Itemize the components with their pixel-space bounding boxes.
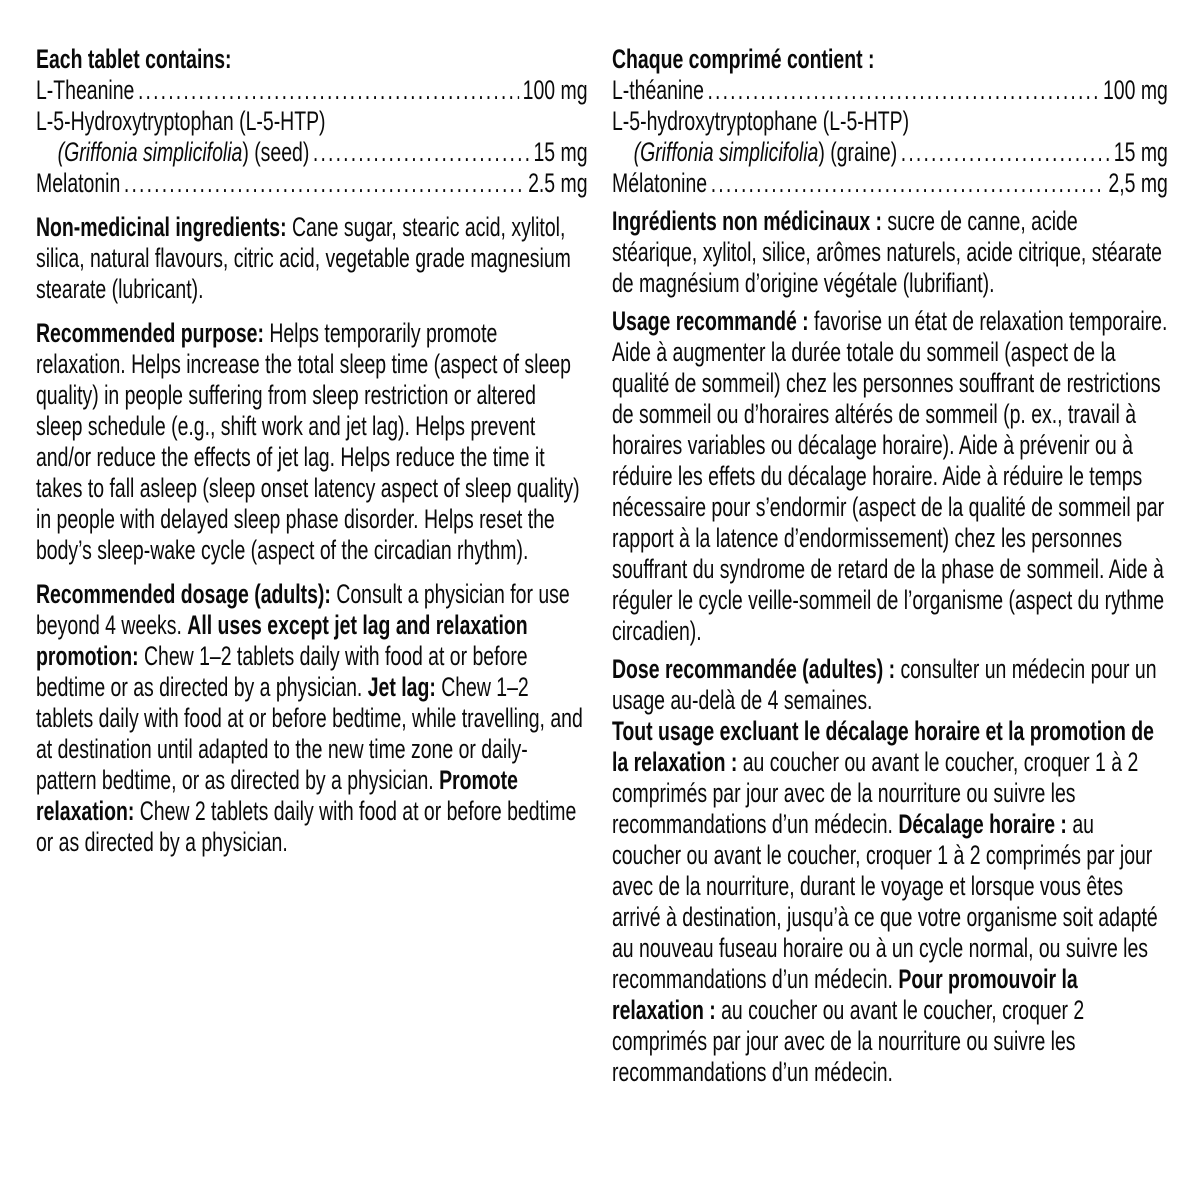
ingredient-row xyxy=(612,75,1168,106)
body-text: Chew 1–2 tablets daily with food at or before bedtime, while travelling, and at destination until adapted to the new time zone or daily-pattern bedtime, or as directed by a physician. xyxy=(36,672,583,795)
bold-lead-in: Promote relaxation: xyxy=(36,765,518,826)
bold-lead-in: Tout usage excluant le décalage horaire et la promotion de la relaxation : xyxy=(612,716,1154,777)
body-text: Chew 2 tablets daily with food at or before bedtime or as directed by a physician. xyxy=(36,796,577,857)
recommended-purpose-paragraph-fr xyxy=(612,306,1168,647)
ingredient-table-fr xyxy=(612,75,1168,199)
bold-lead-in: Recommended dosage (adults): xyxy=(36,579,331,609)
ingredient-name: L-5-hydroxytryptophane (L-5-HTP) xyxy=(612,106,910,136)
ingredient-name xyxy=(634,137,898,168)
ingredient-row xyxy=(36,106,588,137)
ingredient-amount: 100 mg xyxy=(1102,75,1168,105)
ingredient-row xyxy=(36,75,588,106)
dot-leader xyxy=(124,168,525,199)
ingredient-row xyxy=(36,168,588,199)
bold-lead-in: Pour promouvoir la relaxation : xyxy=(612,964,1078,1025)
body-text: au coucher ou avant le coucher, croquer 1 à 2 comprimés par jour avec de la nourriture ou suivre les recommandations d’un médecin. xyxy=(612,747,1139,839)
dot-leader xyxy=(707,75,1099,106)
ingredient-name-suffix: ) (seed) xyxy=(242,137,310,167)
bold-lead-in: All uses except jet lag and relaxation promotion: xyxy=(36,610,528,671)
dot-leader xyxy=(711,168,1105,199)
body-text: Cane sugar, stearic acid, xylitol, silica, natural flavours, citric acid, vegetable grade magnesium stearate (lubricant). xyxy=(36,212,571,304)
bold-lead-in: Ingrédients non médicinaux : xyxy=(612,206,883,236)
recommended-dosage-paragraph-en xyxy=(36,579,588,858)
non-medicinal-paragraph-en xyxy=(36,212,588,305)
body-text: sucre de canne, acide stéarique, xylitol, silice, arômes naturels, acide citrique, stéarate de magnésium d’origine végétale (lubrifiant). xyxy=(612,206,1162,298)
bold-lead-in: Dose recommandée (adultes) : xyxy=(612,654,896,684)
body-text: au coucher ou avant le coucher, croquer 1 à 2 comprimés par jour avec de la nourriture, durant le voyage et lorsque vous êtes arrivé à destination, jusqu’à ce que votre organisme soit adapté au nouveau fuseau horaire ou à un cycle normal, ou suivre les recommandations d’un médecin. xyxy=(612,809,1158,994)
ingredient-name-suffix: ) (graine) xyxy=(818,137,898,167)
bold-lead-in: Jet lag: xyxy=(367,672,436,702)
recommended-dosage-paragraph-fr xyxy=(612,654,1168,1088)
english-column xyxy=(36,44,588,858)
bold-lead-in: Recommended purpose: xyxy=(36,318,264,348)
ingredient-name xyxy=(58,137,310,168)
bold-lead-in: Décalage horaire : xyxy=(898,809,1067,839)
ingredient-amount: 100 mg xyxy=(522,75,588,105)
ingredient-table-en xyxy=(36,75,588,199)
contains-heading-en: Each tablet contains: xyxy=(36,44,232,74)
body-text: au coucher ou avant le coucher, croquer 2 comprimés par jour avec de la nourriture ou suivre les recommandations d’un médecin. xyxy=(612,995,1085,1087)
dot-leader xyxy=(313,137,530,168)
ingredient-name: L-5-Hydroxytryptophan (L-5-HTP) xyxy=(36,106,326,136)
bold-lead-in: Usage recommandé : xyxy=(612,306,809,336)
dot-leader xyxy=(138,75,519,106)
recommended-purpose-paragraph-en xyxy=(36,318,588,566)
ingredient-amount: 15 mg xyxy=(1113,137,1168,167)
latin-binomial: (Griffonia simplicifolia xyxy=(57,137,243,167)
body-text: favorise un état de relaxation temporaire. Aide à augmenter la durée totale du sommeil (aspect de la qualité de sommeil) chez les personnes souffrant de restrictions de sommeil ou d’horaires altérés de sommeil (p. ex., travail à horaires variables ou décalage horaire). Aide à prévenir ou à réduire les effets du décalage horaire. Aide à réduire le temps nécessaire pour s’endormir (aspect de la qualité de sommeil par rapport à la latence d’endormissement) chez les personnes souffrant du syndrome de retard de la phase de sommeil. Aide à réguler le cycle veille-sommeil de l’organisme (aspect du rythme circadien). xyxy=(612,306,1168,646)
body-text: Consult a physician for use beyond 4 weeks. xyxy=(36,579,570,640)
body-text: Helps temporarily promote relaxation. Helps increase the total sleep time (aspect of sleep quality) in people suffering from sleep restriction or altered sleep schedule (e.g., shift work and jet lag). Helps prevent and/or reduce the effects of jet lag. Helps reduce the time it takes to fall asleep (sleep onset latency aspect of sleep quality) in people with delayed sleep phase disorder. Helps reset the body’s sleep-wake cycle (aspect of the circadian rhythm). xyxy=(36,318,580,565)
ingredient-row xyxy=(612,106,1168,137)
ingredient-name: Melatonin xyxy=(36,168,121,198)
ingredient-name: Mélatonine xyxy=(612,168,708,198)
body-text: Chew 1–2 tablets daily with food at or before bedtime or as directed by a physician. xyxy=(36,641,528,702)
contains-heading-fr: Chaque comprimé contient : xyxy=(612,44,875,74)
ingredient-row xyxy=(612,137,1168,168)
ingredient-amount: 2,5 mg xyxy=(1108,168,1168,198)
dot-leader xyxy=(901,137,1110,168)
latin-binomial: (Griffonia simplicifolia xyxy=(633,137,819,167)
ingredient-amount: 2.5 mg xyxy=(528,168,588,198)
ingredient-name: L-théanine xyxy=(612,75,704,105)
french-column xyxy=(612,44,1168,1088)
ingredient-name: L-Theanine xyxy=(36,75,135,105)
ingredient-row xyxy=(612,168,1168,199)
non-medicinal-paragraph-fr xyxy=(612,206,1168,299)
ingredient-row xyxy=(36,137,588,168)
ingredient-amount: 15 mg xyxy=(533,137,588,167)
body-text: consulter un médecin pour un usage au-delà de 4 semaines. xyxy=(612,654,1157,715)
bold-lead-in: Non-medicinal ingredients: xyxy=(36,212,287,242)
